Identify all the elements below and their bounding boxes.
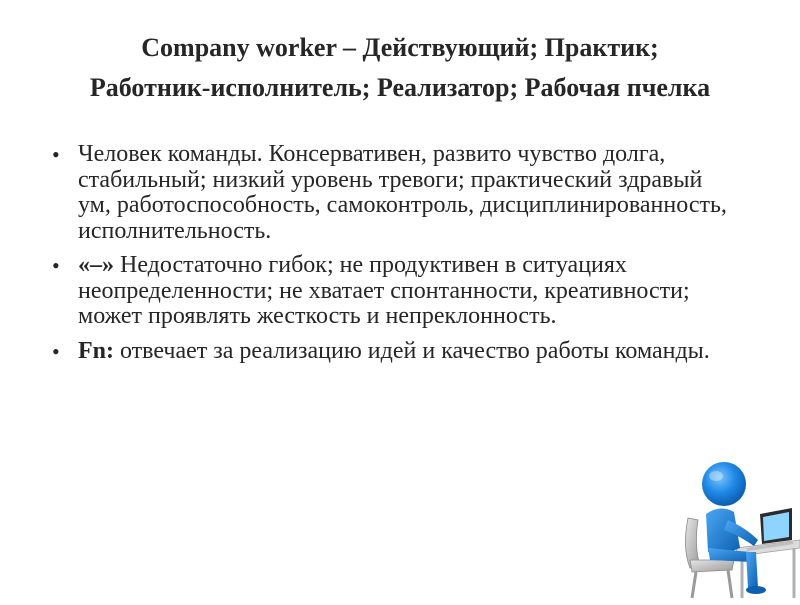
- bullet-lead: Fn:: [78, 337, 114, 364]
- bullet-text: [78, 338, 710, 364]
- bullet-item: [50, 339, 730, 365]
- title-line-1: Company worker – Действующий; Практик;: [141, 33, 659, 62]
- slide-title: [0, 28, 800, 108]
- bullet-list: [50, 142, 730, 373]
- person-at-laptop-icon: [676, 448, 800, 600]
- bullet-text: [78, 252, 690, 329]
- bullet-body: Человек команды. Консервативен, развито чувство долга, стабильный; низкий уровень тревоги; практический здравый ум, работоспособность, самоконтроль, дисциплинированность, исполнительность.: [78, 141, 727, 244]
- bullet-lead: «–»: [78, 252, 114, 278]
- bullet-body: отвечает за реализацию идей и качество работы команды.: [114, 337, 710, 364]
- bullet-body: Недостаточно гибок; не продуктивен в ситуациях неопределенности; не хватает спонтанности, креативности; может проявлять жесткость и непреклонность.: [78, 252, 690, 329]
- bullet-item: [50, 253, 730, 330]
- bullet-marker: •: [52, 253, 60, 278]
- bullet-text: [78, 141, 727, 244]
- title-line-2: Работник-исполнитель; Реализатор; Рабочая пчелка: [89, 73, 711, 102]
- bullet-marker: •: [52, 142, 60, 167]
- bullet-item: [50, 142, 730, 244]
- bullet-marker: •: [52, 338, 60, 364]
